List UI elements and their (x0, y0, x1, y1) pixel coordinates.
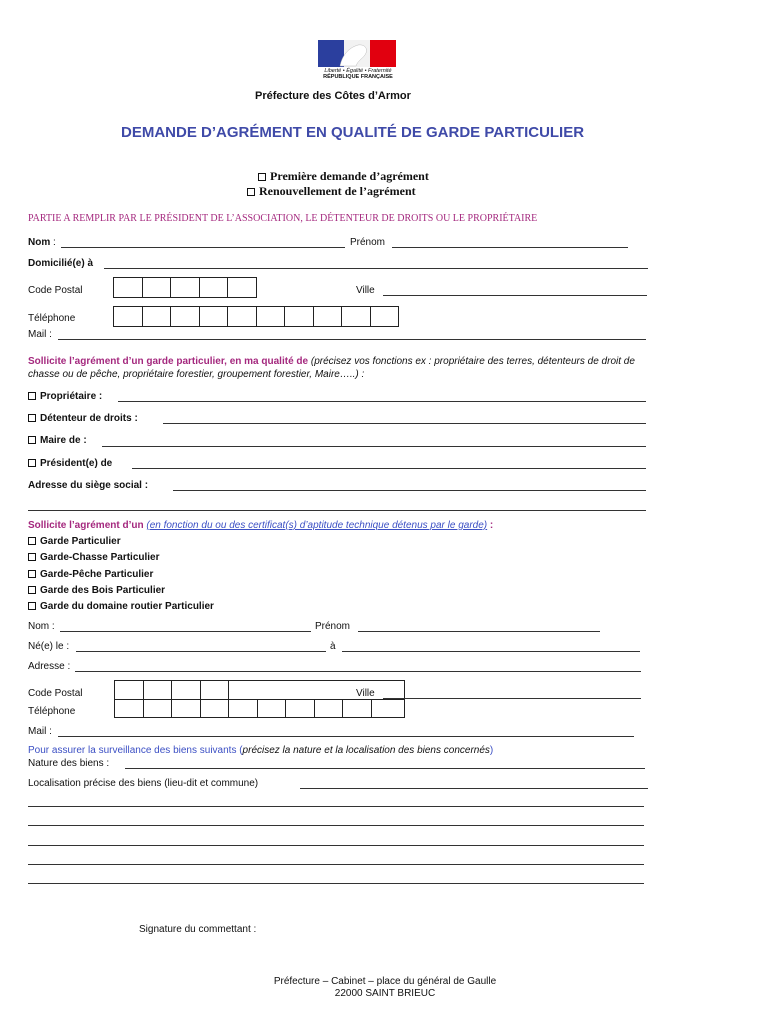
biens-heading: Pour assurer la surveillance des biens suivants (précisez la nature et la localisation des biens concernés) (28, 745, 494, 756)
garde-option-3: Garde-Pêche Particulier (28, 569, 153, 580)
garde-ne-field[interactable] (76, 651, 326, 652)
nature-biens-label: Nature des biens : (28, 758, 110, 769)
ville-label: Ville (356, 285, 375, 296)
garde-telephone-label: Téléphone (28, 706, 76, 717)
code-postal-label: Code Postal (28, 285, 83, 296)
garde-nom-label: Nom : (28, 621, 55, 632)
localisation-line-3[interactable] (28, 845, 644, 846)
detenteur-field[interactable] (163, 423, 646, 424)
sollicite2-text: Sollicite l’agrément d’un (en fonction du ou des certificat(s) d’aptitude technique détenus par le garde) : (28, 520, 494, 531)
prenom-field[interactable] (392, 247, 628, 248)
republic-text: RÉPUBLIQUE FRANÇAISE (323, 74, 393, 80)
localisation-line-5[interactable] (28, 883, 644, 884)
checkbox-icon[interactable] (247, 188, 255, 196)
garde-nom-field[interactable] (60, 631, 311, 632)
checkbox-icon[interactable] (258, 173, 266, 181)
checkbox-icon[interactable] (28, 602, 36, 610)
garde-mail-label: Mail : (28, 726, 52, 737)
page-title: DEMANDE D’AGRÉMENT EN QUALITÉ DE GARDE PARTICULIER (121, 124, 585, 141)
checkbox-icon[interactable] (28, 537, 36, 545)
localisation-line-4[interactable] (28, 864, 644, 865)
adresse-siege-field-2[interactable] (28, 510, 646, 511)
adresse-siege-field[interactable] (173, 490, 646, 491)
garde-code-postal-label: Code Postal (28, 688, 83, 699)
checkbox-icon[interactable] (28, 414, 36, 422)
telephone-label: Téléphone (28, 313, 76, 324)
checkbox-icon[interactable] (28, 586, 36, 594)
localisation-line-1[interactable] (28, 806, 644, 807)
marianne-flag-icon (318, 40, 396, 67)
republique-logo (318, 40, 398, 88)
ville-field[interactable] (383, 295, 647, 296)
garde-option-4: Garde des Bois Particulier (28, 585, 165, 596)
request-type-first: Première demande d’agrément (258, 169, 429, 184)
localisation-line-2[interactable] (28, 825, 644, 826)
request-type-renewal: Renouvellement de l’agrément (247, 184, 416, 199)
president-field[interactable] (132, 468, 646, 469)
garde-adresse-field[interactable] (75, 671, 641, 672)
garde-option-2: Garde-Chasse Particulier (28, 552, 160, 563)
footer-line-2: 22000 SAINT BRIEUC (334, 988, 436, 999)
garde-code-telephone-grid[interactable] (114, 680, 405, 718)
garde-lieu-field[interactable] (342, 651, 640, 652)
nature-biens-field[interactable] (125, 768, 645, 769)
part1-heading: PARTIE A REMPLIR PAR LE PRÉSIDENT DE L’ASSOCIATION, LE DÉTENTEUR DE DROITS OU LE PROPRIÉTAIRE (28, 213, 538, 224)
checkbox-icon[interactable] (28, 570, 36, 578)
domicilie-field[interactable] (104, 268, 648, 269)
prenom-label: Prénom (350, 237, 386, 248)
option-proprietaire: Propriétaire : (28, 391, 102, 402)
footer-line-1: Préfecture – Cabinet – place du général de Gaulle (273, 976, 497, 987)
option-detenteur: Détenteur de droits : (28, 413, 138, 424)
garde-mail-field[interactable] (58, 736, 634, 737)
code-postal-boxes[interactable] (113, 277, 257, 298)
checkbox-icon[interactable] (28, 553, 36, 561)
checkbox-icon[interactable] (28, 392, 36, 400)
checkbox-icon[interactable] (28, 459, 36, 467)
motto-text: Liberté • Égalité • Fraternité (324, 68, 392, 74)
garde-adresse-label: Adresse : (28, 661, 71, 672)
prefecture-name: Préfecture des Côtes d’Armor (255, 90, 411, 102)
signature-label: Signature du commettant : (139, 924, 257, 935)
checkbox-icon[interactable] (28, 436, 36, 444)
option-president: Président(e) de (28, 458, 112, 469)
garde-a-label: à (330, 641, 336, 652)
garde-ne-label: Né(e) le : (28, 641, 70, 652)
nom-field[interactable] (61, 247, 345, 248)
domicilie-label: Domicilié(e) à (28, 258, 94, 269)
nom-label: Nom : (28, 237, 56, 248)
footer-address (0, 976, 770, 1000)
garde-prenom-field[interactable] (358, 631, 600, 632)
localisation-label: Localisation précise des biens (lieu-dit et commune) (28, 778, 259, 789)
garde-ville-field[interactable] (383, 698, 641, 699)
option-maire: Maire de : (28, 435, 87, 446)
garde-option-1: Garde Particulier (28, 536, 121, 547)
localisation-field[interactable] (300, 788, 648, 789)
adresse-siege-label: Adresse du siège social : (28, 480, 149, 491)
garde-prenom-label: Prénom (315, 621, 351, 632)
garde-ville-label: Ville (356, 688, 375, 699)
sollicite1-text: Sollicite l’agrément d’un garde particulier, en ma qualité de (précisez vos fonctions ex : propriétaire des terres, détenteurs de droit de chasse ou de pêche, propriétaire forestier, groupement forestier, Maire…..) : (28, 356, 635, 380)
proprietaire-field[interactable] (118, 401, 646, 402)
maire-field[interactable] (102, 446, 646, 447)
garde-option-5: Garde du domaine routier Particulier (28, 601, 214, 612)
mail-label: Mail : (28, 329, 52, 340)
mail-field[interactable] (58, 339, 646, 340)
telephone-boxes[interactable] (113, 306, 399, 327)
